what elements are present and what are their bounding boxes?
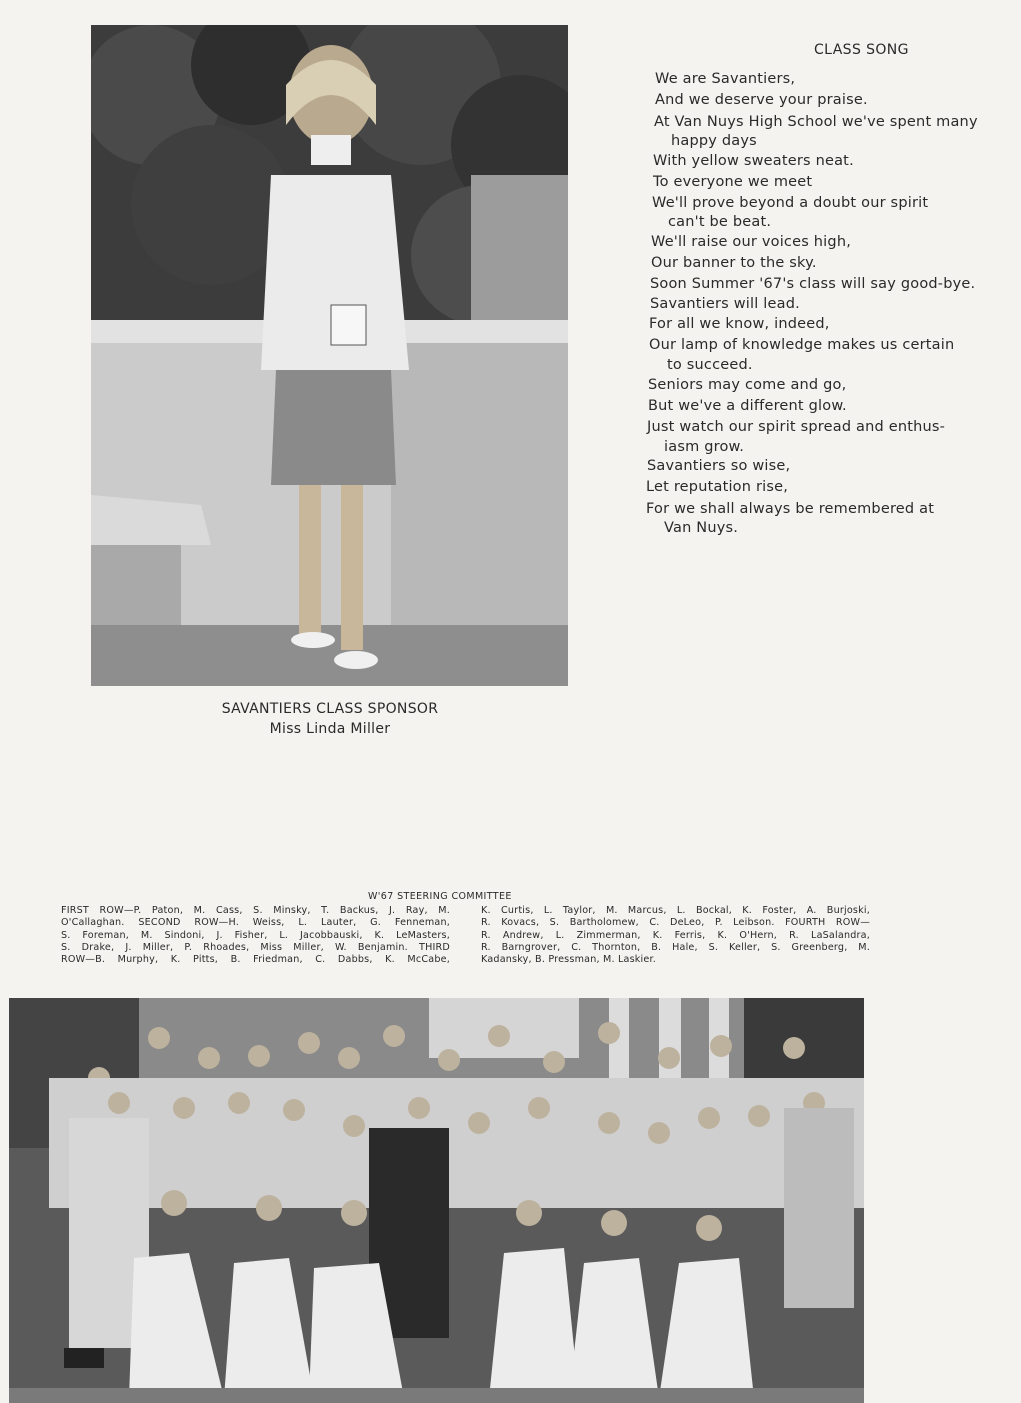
song-line: Soon Summer '67's class will say good-bye. [650, 276, 976, 292]
committee-line: ROW—B. Murphy, K. Pitts, B. Friedman, C. Dabbs, K. McCabe, [61, 954, 450, 966]
song-line: Let reputation rise, [646, 479, 789, 495]
song-line: happy days [671, 133, 757, 149]
song-line: At Van Nuys High School we've spent many [654, 114, 978, 130]
song-line: To everyone we meet [653, 174, 813, 190]
song-line: to succeed. [667, 357, 753, 373]
song-line: Seniors may come and go, [648, 377, 847, 393]
committee-names-left [61, 905, 450, 966]
song-line: With yellow sweaters neat. [653, 153, 854, 169]
song-line: Our banner to the sky. [651, 255, 817, 271]
steering-committee-photo [9, 998, 864, 1403]
song-line: Van Nuys. [664, 520, 739, 536]
committee-line: O'Callaghan. SECOND ROW—H. Weiss, L. Lauter, G. Fenneman, [61, 917, 450, 929]
committee-line: R. Andrew, L. Zimmerman, K. Ferris, K. O'Hern, R. LaSalandra, [481, 929, 870, 941]
sponsor-photo [91, 25, 568, 686]
song-line: For we shall always be remembered at [646, 501, 935, 517]
song-line: We are Savantiers, [655, 71, 796, 87]
committee-line: S. Foreman, M. Sindoni, J. Fisher, L. Jacobbauski, K. LeMasters, [61, 929, 450, 941]
song-line: For all we know, indeed, [649, 316, 830, 332]
song-line: But we've a different glow. [648, 398, 847, 414]
sponsor-caption-title: SAVANTIERS CLASS SPONSOR [221, 701, 439, 717]
committee-line: K. Curtis, L. Taylor, M. Marcus, L. Bockal, K. Foster, A. Burjoski, [481, 905, 870, 916]
committee-line: R. Barngrover, C. Thornton, B. Hale, S. Keller, S. Greenberg, M. [481, 941, 870, 953]
committee-title: W'67 STEERING COMMITTEE [368, 891, 512, 902]
song-line: We'll raise our voices high, [651, 234, 852, 250]
song-line: Savantiers will lead. [650, 296, 800, 312]
song-line: iasm grow. [664, 439, 745, 455]
committee-line: Kadansky, B. Pressman, M. Laskier. [481, 954, 657, 966]
song-line: Just watch our spirit spread and enthus- [647, 419, 946, 435]
song-line: Our lamp of knowledge makes us certain [649, 337, 955, 353]
committee-line: R. Kovacs, S. Bartholomew, C. DeLeo, P. Leibson. FOURTH ROW— [481, 917, 870, 929]
committee-names-right [481, 905, 870, 966]
song-line: And we deserve your praise. [655, 92, 868, 108]
sponsor-caption-name: Miss Linda Miller [269, 721, 391, 737]
song-line: We'll prove beyond a doubt our spirit [652, 195, 929, 211]
committee-line: FIRST ROW—P. Paton, M. Cass, S. Minsky, T. Backus, J. Ray, M. [61, 905, 450, 916]
class-song-title: CLASS SONG [814, 42, 909, 58]
committee-line: S. Drake, J. Miller, P. Rhoades, Miss Miller, W. Benjamin. THIRD [61, 941, 450, 953]
song-line: Savantiers so wise, [647, 458, 791, 474]
song-line: can't be beat. [668, 214, 772, 230]
